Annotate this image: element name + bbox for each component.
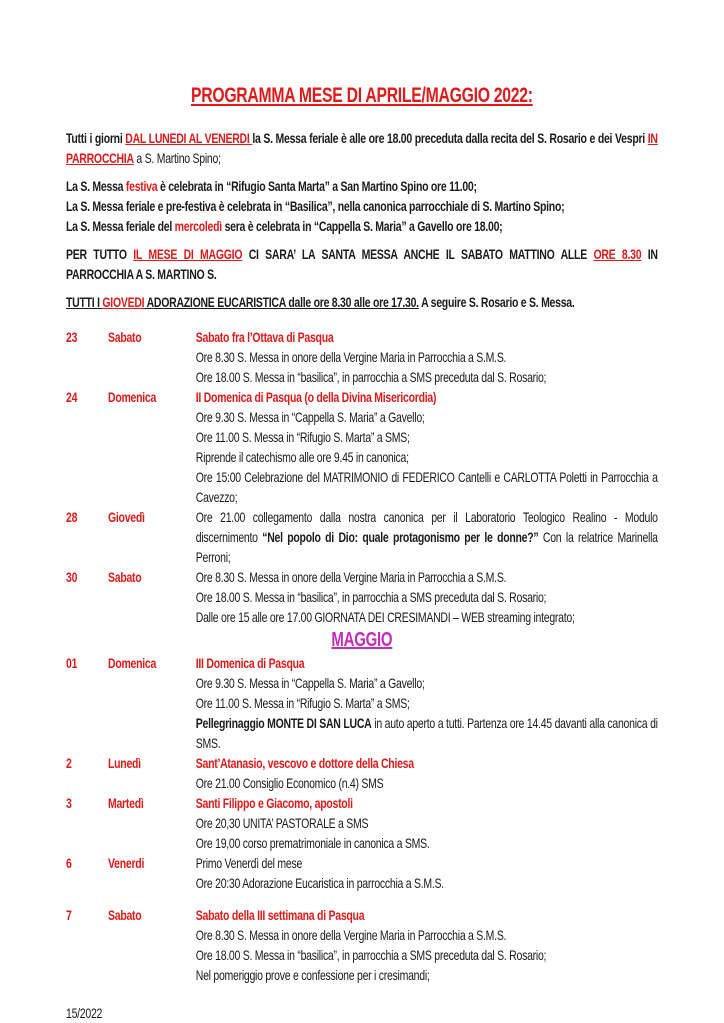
text-segment: ADORAZIONE EUCARISTICA dalle ore 8.30 alle ore 17.30.: [144, 294, 419, 310]
entry-line: [196, 945, 658, 965]
entry-description: [196, 507, 658, 567]
entry-line: [196, 367, 658, 387]
text-segment: IN PARROCCHIA: [66, 130, 658, 166]
calendar-entry: [66, 753, 658, 793]
calendar-entry: [66, 793, 658, 853]
entry-line: [196, 833, 658, 853]
text-segment: Dalle ore 15 alle ore 17.00 GIORNATA DEI CRESIMANDI – WEB streaming integrato;: [195, 609, 575, 625]
entry-line: [196, 427, 658, 447]
entry-day-name: Sabato: [108, 907, 142, 923]
text-segment: Ore 15:00 Celebrazione del MATRIMONIO di FEDERICO Cantelli e CARLOTTA Poletti in Parrocchia a Cavezzo;: [195, 469, 658, 505]
text-segment: GIOVEDI: [102, 294, 145, 310]
text-segment: Primo Venerdì del mese: [195, 855, 303, 871]
entry-day-number: 3: [66, 795, 72, 811]
entry-day-number: 24: [66, 389, 78, 405]
text-segment: La S. Messa feriale e pre-festiva è celebrata in “Basilica”, nella canonica parrocchiale di S. Martino Spino;: [66, 198, 565, 214]
text-segment: Ore 18.00 S. Messa in “basilica”, in parrocchia a SMS preceduta dal S. Rosario;: [195, 369, 547, 385]
text-segment: Ore 20:30 Adorazione Eucaristica in parrocchia a S.M.S.: [195, 875, 444, 891]
text-segment: III Domenica di Pasqua: [195, 655, 305, 671]
text-segment: A seguire S. Rosario e S. Messa.: [418, 294, 575, 310]
entry-line: [196, 673, 658, 693]
text-segment: mercoledì: [174, 218, 222, 234]
text-segment: TUTTI I: [66, 294, 103, 310]
entry-day-number: 30: [66, 569, 78, 585]
month-heading-maggio: [66, 627, 658, 653]
text-segment: sera è celebrata in “Cappella S. Maria” a Gavello ore 18.00;: [221, 218, 503, 234]
entry-day-name: Domenica: [108, 389, 157, 405]
entry-line: [196, 905, 658, 925]
text-segment: Tutti i giorni: [66, 130, 126, 146]
entry-description: [196, 387, 658, 507]
entry-line: [196, 793, 658, 813]
entry-line: [196, 607, 658, 627]
entry-day-name: Domenica: [108, 655, 157, 671]
text-segment: a S. Martino Spino;: [133, 150, 221, 166]
entry-line: [196, 713, 658, 753]
text-segment: festiva: [125, 178, 158, 194]
mass-location-line: [66, 176, 658, 196]
entry-line: [196, 567, 658, 587]
entry-description: [196, 853, 658, 893]
text-segment: Con la relatrice Marinella Perroni;: [195, 529, 658, 565]
text-segment: la S. Messa feriale è alle ore 18.00 preceduta dalla recita del S. Rosario e dei Vespri: [252, 130, 648, 146]
entry-line: [196, 873, 658, 893]
entry-line: [196, 587, 658, 607]
entry-line: [196, 507, 658, 567]
entry-line: [196, 853, 658, 873]
entry-line: [196, 327, 658, 347]
calendar-entry: [66, 853, 658, 893]
text-segment: II Domenica di Pasqua (o della Divina Misericordia): [195, 389, 437, 405]
calendar-entry: [66, 567, 658, 627]
text-segment: è celebrata in “Rifugio Santa Marta” a San Martino Spino ore 11.00;: [157, 178, 477, 194]
text-segment: Nel pomeriggio prove e confessione per i cresimandi;: [195, 967, 430, 983]
entry-day-number: 28: [66, 509, 78, 525]
text-segment: Ore 11.00 S. Messa in “Rifugio S. Marta” a SMS;: [195, 429, 410, 445]
entry-description: [196, 567, 658, 627]
calendar-entry: [66, 387, 658, 507]
entry-day-number: 7: [66, 907, 72, 923]
entry-day-name: Sabato: [108, 569, 142, 585]
entry-line: [196, 773, 658, 793]
text-segment: Ore 9.30 S. Messa in “Cappella S. Maria” a Gavello;: [195, 409, 425, 425]
text-segment: Ore 11.00 S. Messa in “Rifugio S. Marta” a SMS;: [195, 695, 410, 711]
text-segment: in auto aperto a tutti. Partenza ore 14.45 davanti alla canonica di SMS.: [195, 715, 658, 751]
entry-line: [196, 813, 658, 833]
text-segment: Ore 9.30 S. Messa in “Cappella S. Maria” a Gavello;: [195, 675, 425, 691]
calendar-entry: [66, 905, 658, 985]
text-segment: DAL LUNEDI AL VENERDI: [125, 130, 253, 146]
text-segment: Santi Filippo e Giacomo, apostoli: [195, 795, 353, 811]
thursday-adoration-notice: [66, 292, 658, 312]
text-segment: Sabato fra l’Ottava di Pasqua: [195, 329, 334, 345]
text-segment: Ore 8.30 S. Messa in onore della Vergine Maria in Parrocchia a S.M.S.: [195, 927, 507, 943]
entry-description: [196, 753, 658, 793]
entry-day-number: 01: [66, 655, 78, 671]
april-entries: [66, 327, 658, 627]
text-segment: ORE 8.30: [593, 246, 642, 262]
entry-day-name: Lunedì: [108, 755, 141, 771]
text-segment: “Nel popolo di Dio: quale protagonismo per le donne?”: [262, 529, 539, 545]
text-segment: Sabato della III settimana di Pasqua: [195, 907, 365, 923]
entry-line: [196, 467, 658, 507]
entry-day-name: Sabato: [108, 329, 142, 345]
document-content: [66, 84, 658, 1023]
entry-description: [196, 327, 658, 387]
entry-description: [196, 905, 658, 985]
text-segment: Ore 20,30 UNITA’ PASTORALE a SMS: [195, 815, 369, 831]
entry-day-number: 2: [66, 755, 72, 771]
mass-location-line: [66, 216, 658, 236]
entry-day-number: 6: [66, 855, 72, 871]
page-title: PROGRAMMA MESE DI APRILE/MAGGIO 2022:: [190, 84, 533, 107]
text-segment: Sant’Atanasio, vescovo e dottore della Chiesa: [195, 755, 414, 771]
text-segment: Ore 21.00 collegamento dalla nostra canonica per il Laboratorio Teologico Realino - Modulo discernimento: [195, 509, 658, 545]
entry-line: [196, 387, 658, 407]
calendar-entry: [66, 327, 658, 387]
entry-line: [196, 965, 658, 985]
entry-day-name: Giovedì: [108, 509, 145, 525]
text-segment: La S. Messa feriale del: [66, 218, 175, 234]
text-segment: IN PARROCCHIA A S. MARTINO S.: [66, 246, 658, 282]
text-segment: Ore 8.30 S. Messa in onore della Vergine Maria in Parrocchia a S.M.S.: [195, 569, 507, 585]
text-segment: Ore 18.00 S. Messa in “basilica”, in parrocchia a SMS preceduta dal S. Rosario;: [195, 947, 547, 963]
spacer: [66, 893, 658, 905]
text-segment: CI SARA’ LA SANTA MESSA ANCHE IL SABATO MATTINO ALLE: [242, 246, 594, 262]
calendar-entry: [66, 653, 658, 753]
text-segment: Ore 19,00 corso prematrimoniale in canonica a SMS.: [195, 835, 430, 851]
text-segment: PER TUTTO: [66, 246, 134, 262]
intro-paragraph-daily-mass: [66, 128, 658, 168]
calendar: [66, 327, 658, 985]
entry-day-name: Venerdi: [108, 855, 145, 871]
calendar-entry: [66, 507, 658, 567]
entry-line: [196, 925, 658, 945]
entry-description: [196, 793, 658, 853]
entry-day-name: Martedì: [108, 795, 144, 811]
mass-location-line: [66, 196, 658, 216]
text-segment: Pellegrinaggio MONTE DI SAN LUCA: [195, 715, 372, 731]
text-segment: Ore 21.00 Consiglio Economico (n.4) SMS: [195, 775, 384, 791]
entry-line: [196, 653, 658, 673]
text-segment: Riprende il catechismo alle ore 9.45 in canonica;: [195, 449, 409, 465]
bulletin-number: 15/2022: [66, 1005, 103, 1021]
may-entries: [66, 653, 658, 985]
entry-description: [196, 653, 658, 753]
may-saturday-mass-notice: [66, 244, 658, 284]
text-segment: La S. Messa: [66, 178, 126, 194]
entry-line: [196, 347, 658, 367]
entry-line: [196, 407, 658, 427]
mass-locations-paragraph: [66, 176, 658, 236]
entry-line: [196, 447, 658, 467]
text-segment: Ore 18.00 S. Messa in “basilica”, in parrocchia a SMS preceduta dal S. Rosario;: [195, 589, 547, 605]
month-heading-label: MAGGIO: [331, 629, 393, 651]
entry-day-number: 23: [66, 329, 78, 345]
entry-line: [196, 693, 658, 713]
entry-line: [196, 753, 658, 773]
text-segment: IL MESE DI MAGGIO: [133, 246, 243, 262]
text-segment: Ore 8.30 S. Messa in onore della Vergine Maria in Parrocchia a S.M.S.: [195, 349, 507, 365]
